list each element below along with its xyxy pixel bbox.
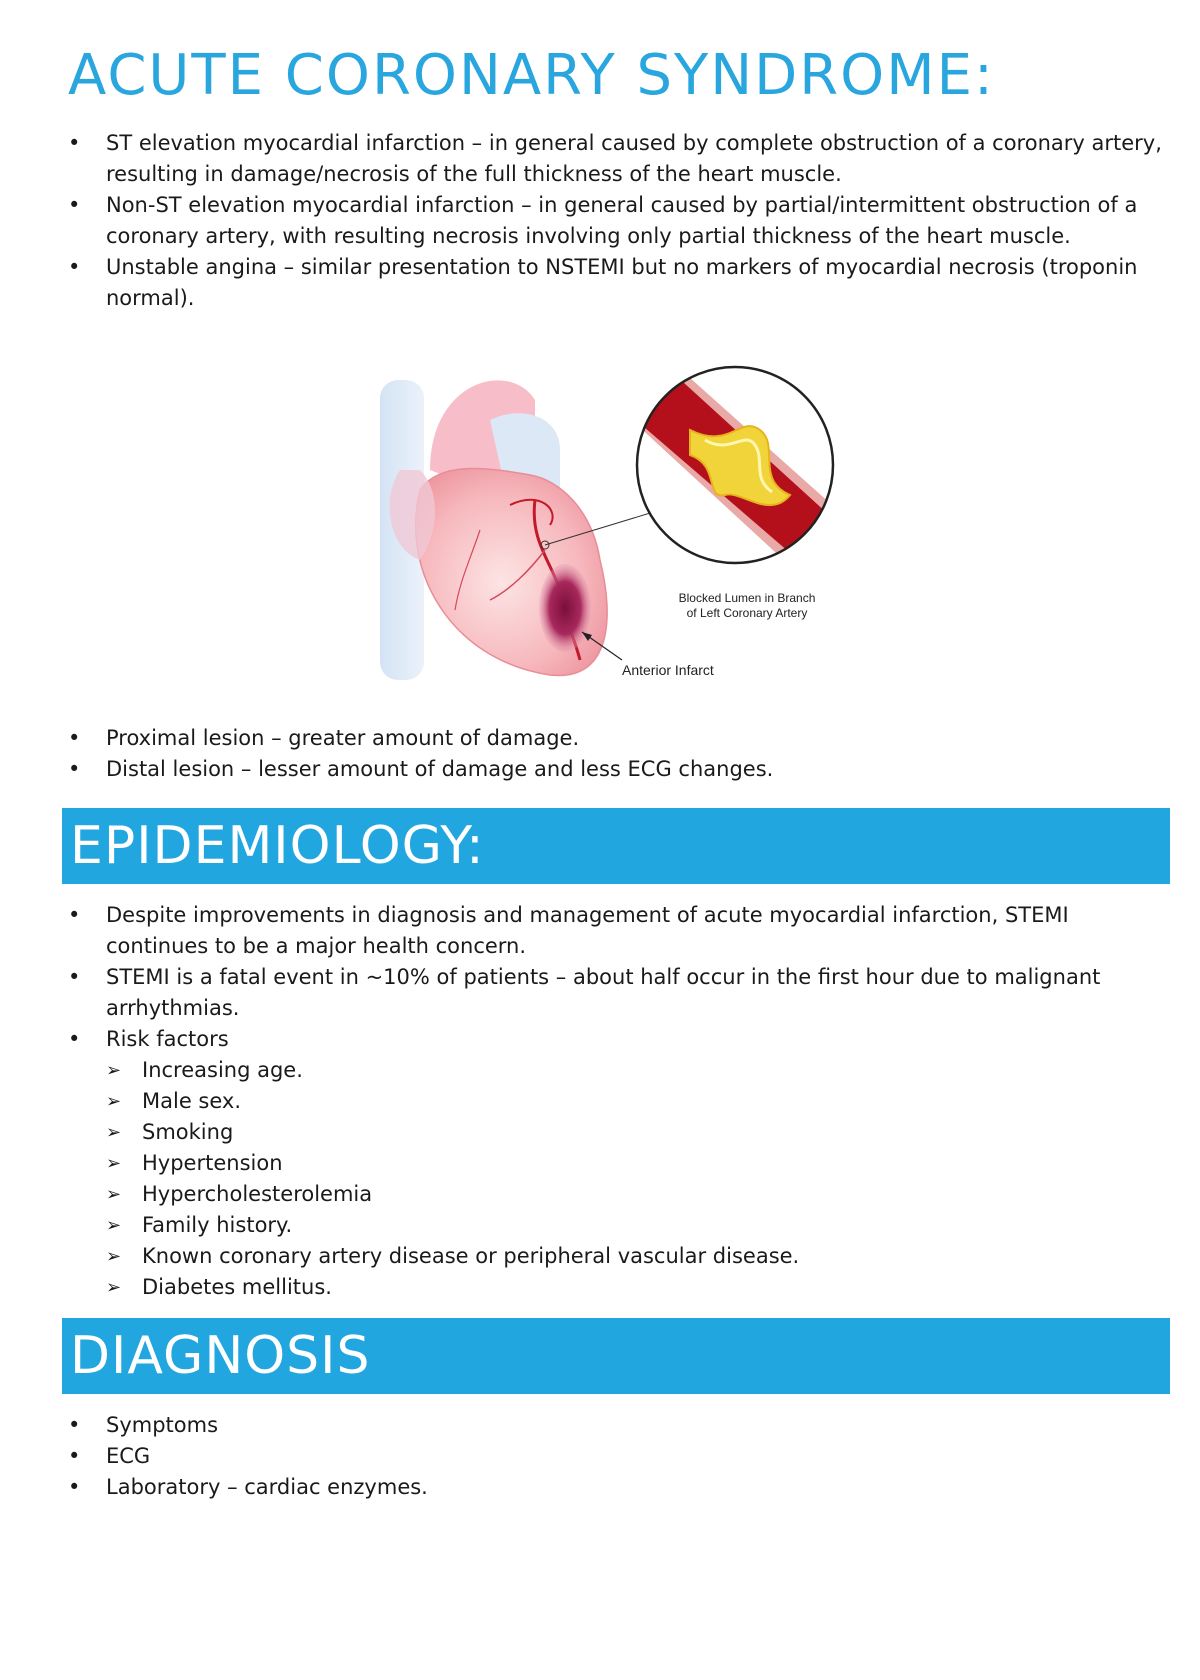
risk-factor-item [106,1117,1170,1148]
bullet-icon: • [68,1413,81,1437]
list-item [60,1441,1170,1472]
section-heading-epidemiology: EPIDEMIOLOGY: [62,808,1170,884]
bullet-icon: • [68,757,81,781]
list-item [60,900,1170,962]
bullet-icon: • [68,726,81,750]
label-anterior-infarct: Anterior Infarct [622,662,714,678]
bullet-icon: • [68,1444,81,1468]
risk-factor-text: Hypertension [142,1151,283,1175]
risk-factor-text: Known coronary artery disease or peripheral vascular disease. [142,1244,800,1268]
risk-factor-item [106,1148,1170,1179]
risk-factor-item [106,1179,1170,1210]
list-item [60,1472,1170,1503]
list-item [60,723,1170,754]
risk-factor-item [106,1241,1170,1272]
risk-factor-text: Diabetes mellitus. [142,1275,332,1299]
bullet-icon: • [68,965,81,989]
list-item-text: Symptoms [106,1413,219,1437]
list-item-text: Risk factors [106,1027,229,1051]
arrow-bullet-icon: ➢ [106,1122,122,1143]
lesion-bullet-list [60,723,1170,785]
magnified-artery [610,360,860,580]
risk-factor-text: Increasing age. [142,1058,303,1082]
bullet-icon: • [68,131,81,155]
bullet-icon: • [68,903,81,927]
risk-factor-list [106,1055,1170,1303]
bullet-icon: • [68,1027,81,1051]
arrow-bullet-icon: ➢ [106,1091,122,1112]
risk-factor-item [106,1272,1170,1303]
arrow-bullet-icon: ➢ [106,1153,122,1174]
list-item-text: Despite improvements in diagnosis and management of acute myocardial infarction, STEMI continues to be a major health concern. [106,903,1069,958]
bullet-icon: • [68,255,81,279]
list-item-text: STEMI is a fatal event in ~10% of patients – about half occur in the first hour due to malignant arrhythmias. [106,965,1101,1020]
risk-factor-text: Family history. [142,1213,293,1237]
list-item [60,190,1170,252]
list-item [60,128,1170,190]
list-item-text: Non-ST elevation myocardial infarction – in general caused by partial/intermittent obstruction of a coronary artery, with resulting necrosis involving only partial thickness of the heart muscle. [106,193,1138,248]
list-item [60,1024,1170,1303]
risk-factor-item [106,1210,1170,1241]
infarct-area [539,564,591,652]
list-item-text: Laboratory – cardiac enzymes. [106,1475,428,1499]
list-item-text: Proximal lesion – greater amount of damage. [106,726,580,750]
risk-factor-text: Male sex. [142,1089,242,1113]
risk-factor-item [106,1086,1170,1117]
diagnosis-bullet-list [60,1410,1170,1503]
arrow-bullet-icon: ➢ [106,1246,122,1267]
list-item-text: ECG [106,1444,151,1468]
list-item [60,962,1170,1024]
label-blocked-lumen-line2: of Left Coronary Artery [686,606,808,620]
list-item-text: Unstable angina – similar presentation to NSTEMI but no markers of myocardial necrosis (troponin normal). [106,255,1138,310]
section-heading-diagnosis: DIAGNOSIS [62,1318,1170,1394]
list-item-text: ST elevation myocardial infarction – in general caused by complete obstruction of a coronary artery, resulting in damage/necrosis of the full thickness of the heart muscle. [106,131,1162,186]
acs-bullet-list [60,128,1170,314]
risk-factor-text: Hypercholesterolemia [142,1182,373,1206]
page-title: ACUTE CORONARY SYNDROME: [68,43,995,108]
list-item [60,252,1170,314]
risk-factor-item [106,1055,1170,1086]
heart-infarct-illustration [360,360,860,710]
list-item-text: Distal lesion – lesser amount of damage and less ECG changes. [106,757,774,781]
epidemiology-bullet-list [60,900,1170,1303]
arrow-bullet-icon: ➢ [106,1215,122,1236]
arrow-bullet-icon: ➢ [106,1184,122,1205]
label-blocked-lumen-line1: Blocked Lumen in Branch [678,591,816,605]
heart-svg [360,360,860,710]
bullet-icon: • [68,1475,81,1499]
arrow-bullet-icon: ➢ [106,1277,122,1298]
risk-factor-text: Smoking [142,1120,234,1144]
list-item [60,1410,1170,1441]
arrow-bullet-icon: ➢ [106,1060,122,1081]
bullet-icon: • [68,193,81,217]
list-item [60,754,1170,785]
